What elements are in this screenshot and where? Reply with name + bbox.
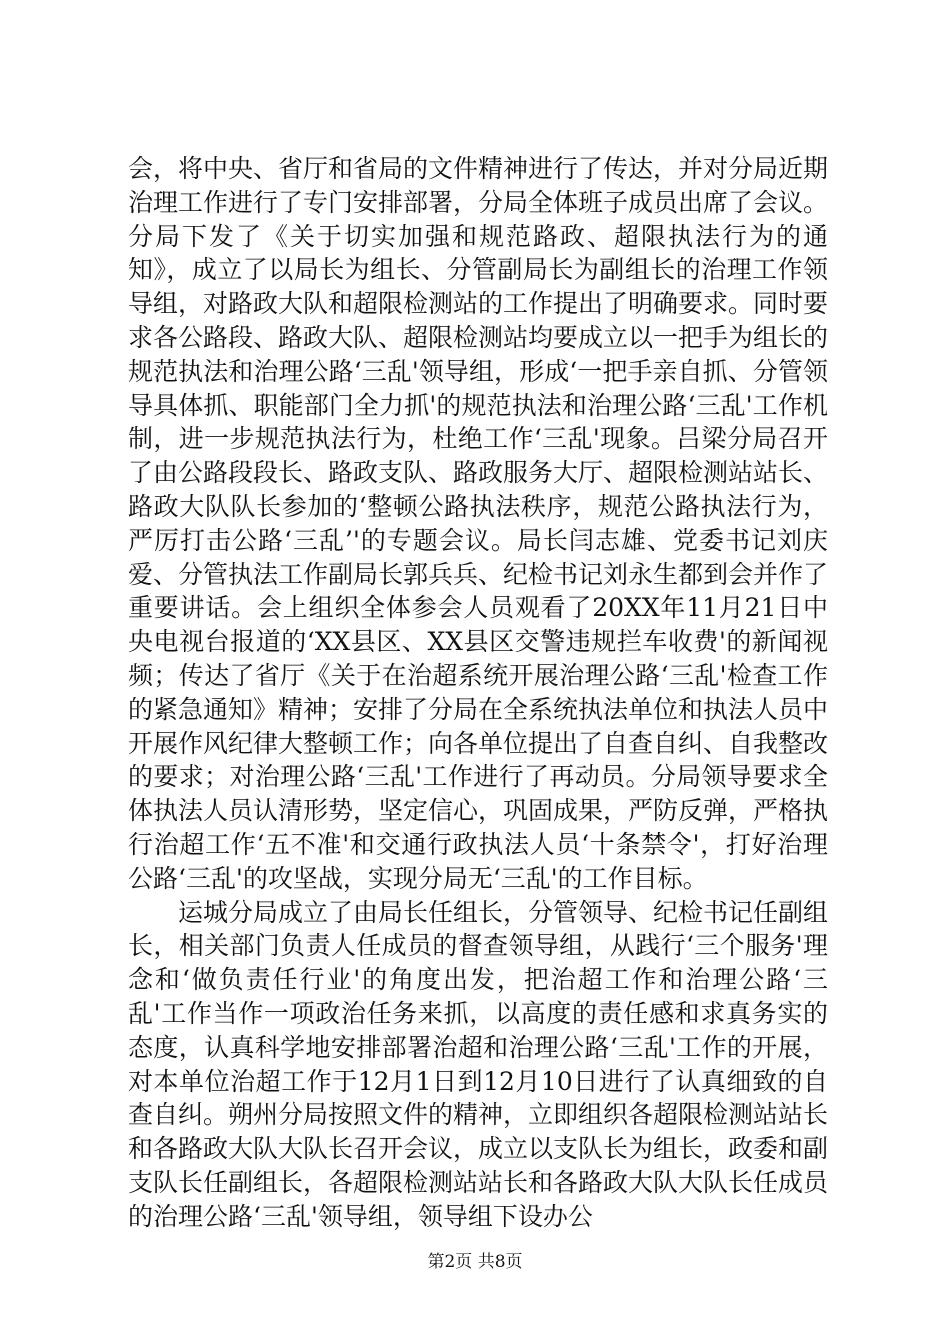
- body-paragraph-1: 会，将中央、省厅和省局的文件精神进行了传达，并对分局近期治理工作进行了专门安排部署，分局全体班子成员出席了会议。分局下发了《关于切实加强和规范路政、超限执法行为的通知》，成立了以局长为组长、分管副局长为副组长的治理工作领导组，对路政大队和超限检测站的工作提出了明确要求。同时要求各公路段、路政大队、超限检测站均要成立以一把手为组长的规范执法和治理公路‘三乱'领导组，形成‘一把手亲自抓、分管领导具体抓、职能部门全力抓'的规范执法和治理公路‘三乱'工作机制，进一步规范执法行为，杜绝工作‘三乱'现象。吕梁分局召开了由公路段段长、路政支队、路政服务大厅、超限检测站站长、路政大队队长参加的‘整顿公路执法秩序，规范公路执法行为，严厉打击公路‘三乱’'的专题会议。局长闫志雄、党委书记刘庆爱、分管执法工作副局长郭兵兵、纪检书记刘永生都到会并作了重要讲话。会上组织全体参会人员观看了20XX年11月21日中央电视台报道的‘XX县区、XX县区交警违规拦车收费'的新闻视频；传达了省厅《关于在治超系统开展治理公路‘三乱'检查工作的紧急通知》精神；安排了分局在全系统执法单位和执法人员中开展作风纪律大整顿工作；向各单位提出了自查自纠、自我整改的要求；对治理公路‘三乱'工作进行了再动员。分局领导要求全体执法人员认清形势，坚定信心，巩固成果，严防反弹，严格执行治超工作‘五不准'和交通行政执法人员‘十条禁令'，打好治理公路‘三乱'的攻坚战，实现分局无‘三乱'的工作目标。: [128, 154, 829, 893]
- body-paragraph-2: 运城分局成立了由局长任组长，分管领导、纪检书记任副组长，相关部门负责人任成员的督查领导组，从践行‘三个服务'理念和‘做负责任行业'的角度出发，把治超工作和治理公路‘三乱'工作当作一项政治任务来抓，以高度的责任感和求真务实的态度，认真科学地安排部署治超和治理公路‘三乱'工作的开展，对本单位治超工作于12月1日到12月10日进行了认真细致的自查自纠。朔州分局按照文件的精神，立即组织各超限检测站站长和各路政大队大队长召开会议，成立以支队长为组长，政委和副支队长任副组长，各超限检测站站长和各路政大队大队长任成员的治理公路‘三乱'领导组，领导组下设办公: [128, 897, 829, 1231]
- document-body: [128, 152, 828, 1234]
- page-footer: [0, 1247, 950, 1272]
- page-number-label: 第2页 共8页: [427, 1252, 523, 1272]
